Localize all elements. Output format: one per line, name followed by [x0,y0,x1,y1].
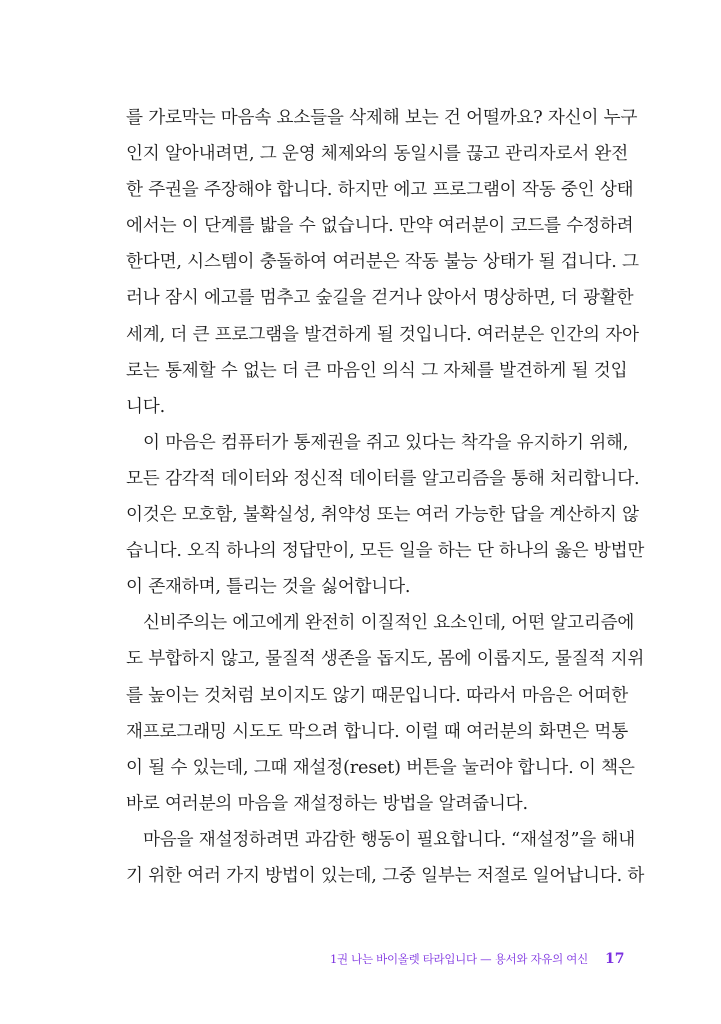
text-line-5: 한다면, 시스템이 충돌하여 여러분은 작동 불능 상태가 될 겁니다. 그 [126,252,639,273]
text-line-13: 습니다. 오직 하나의 정답만이, 모든 일을 하는 단 하나의 옳은 방법만 [126,541,645,562]
running-title: 1권 나는 바이올렛 타라입니다 — 용서와 자유의 여신 [330,952,588,966]
text-line-12: 이것은 모호함, 불확실성, 취약성 또는 여러 가능한 답을 계산하지 않 [126,505,639,526]
text-line-19: 이 될 수 있는데, 그때 재설정(reset) 버튼을 눌러야 합니다. 이 책은 [126,757,635,778]
text-line-21: 마음을 재설정하려면 과감한 행동이 필요합니다. “재설정”을 해내 [143,829,636,850]
text-line-7: 세계, 더 큰 프로그램을 발견하게 될 것입니다. 여러분은 인간의 자아 [126,324,639,345]
text-line-4: 에서는 이 단계를 밟을 수 없습니다. 만약 여러분이 코드를 수정하려 [126,216,634,237]
text-line-15: 신비주의는 에고에게 완전히 이질적인 요소인데, 어떤 알고리즘에 [143,613,635,634]
text-line-18: 재프로그래밍 시도도 막으려 합니다. 이럴 때 여러분의 화면은 먹통 [126,721,629,742]
text-line-11: 모든 감각적 데이터와 정신적 데이터를 알고리즘을 통해 처리합니다. [126,468,640,489]
page-body [126,100,645,894]
text-line-6: 러나 잠시 에고를 멈추고 숲길을 걷거나 앉아서 명상하면, 더 광활한 [126,288,634,309]
text-line-10: 이 마음은 컴퓨터가 통제권을 쥐고 있다는 착각을 유지하기 위해, [143,432,629,453]
text-line-16: 도 부합하지 않고, 물질적 생존을 돕지도, 몸에 이롭지도, 물질적 지위 [126,649,645,670]
text-line-3: 한 주권을 주장해야 합니다. 하지만 에고 프로그램이 작동 중인 상태 [126,180,634,201]
text-line-14: 이 존재하며, 틀리는 것을 싫어합니다. [126,577,411,598]
text-line-20: 바로 여러분의 마음을 재설정하는 방법을 알려줍니다. [126,793,528,814]
page-footer [330,948,625,967]
text-line-22: 기 위한 여러 가지 방법이 있는데, 그중 일부는 저절로 일어납니다. 하 [126,865,645,886]
page-number: 17 [604,951,625,967]
text-line-2: 인지 알아내려면, 그 운영 체제와의 동일시를 끊고 관리자로서 완전 [126,144,629,165]
text-line-9: 니다. [126,396,165,417]
text-line-17: 를 높이는 것처럼 보이지도 않기 때문입니다. 따라서 마음은 어떠한 [126,685,629,706]
text-line-1: 를 가로막는 마음속 요소들을 삭제해 보는 건 어떨까요? 자신이 누구 [126,108,638,128]
text-line-8: 로는 통제할 수 없는 더 큰 마음인 의식 그 자체를 발견하게 될 것입 [126,360,628,381]
